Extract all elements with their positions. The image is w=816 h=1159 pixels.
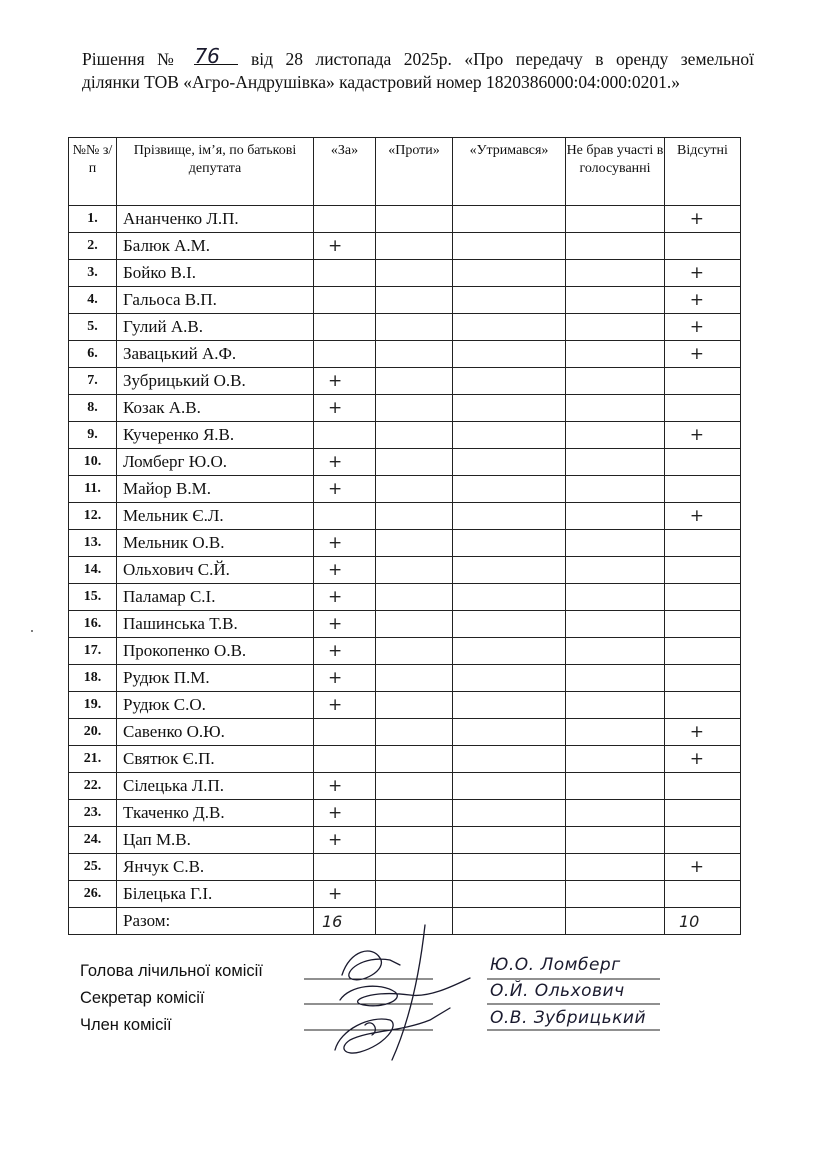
deputy-name: Ломберг Ю.О. [117, 449, 314, 476]
row-number: 24. [69, 827, 117, 854]
vote-absent-cell [665, 773, 741, 800]
vote-ne-brav-cell [566, 206, 665, 233]
vote-ne-brav-cell [566, 314, 665, 341]
vote-utrymavsia-cell [453, 827, 566, 854]
deputy-name: Мельник О.В. [117, 530, 314, 557]
table-row [69, 584, 741, 611]
signature-chair [342, 951, 400, 980]
row-number: 5. [69, 314, 117, 341]
table-row [69, 503, 741, 530]
table-row [69, 449, 741, 476]
vote-za-cell: + [314, 611, 376, 638]
vote-ne-brav-cell [566, 611, 665, 638]
deputy-name: Ананченко Л.П. [117, 206, 314, 233]
role-member: Член комісії [80, 1016, 172, 1034]
vote-proty-cell [376, 611, 453, 638]
total-za: 16 [314, 908, 376, 935]
row-number: 13. [69, 530, 117, 557]
deputy-name: Зубрицький О.В. [117, 368, 314, 395]
decision-title [82, 44, 754, 94]
vote-utrymavsia-cell [453, 314, 566, 341]
vote-proty-cell [376, 557, 453, 584]
vote-ne-brav-cell [566, 341, 665, 368]
vote-utrymavsia-cell [453, 530, 566, 557]
vote-za-cell: + [314, 233, 376, 260]
table-body [69, 206, 741, 908]
vote-absent-cell: + [665, 719, 741, 746]
table-row [69, 476, 741, 503]
deputy-name: Балюк А.М. [117, 233, 314, 260]
vote-absent-cell [665, 692, 741, 719]
vote-utrymavsia-cell [453, 800, 566, 827]
vote-ne-brav-cell [566, 584, 665, 611]
decision-number: 76 [194, 48, 238, 65]
header-za: «За» [314, 138, 376, 206]
deputy-name: Сілецька Л.П. [117, 773, 314, 800]
vote-absent-cell [665, 800, 741, 827]
vote-proty-cell [376, 827, 453, 854]
row-number: 1. [69, 206, 117, 233]
decision-title-line1 [82, 44, 754, 71]
vote-absent-cell [665, 395, 741, 422]
vote-utrymavsia-cell [453, 584, 566, 611]
vote-ne-brav-cell [566, 260, 665, 287]
vote-utrymavsia-cell [453, 746, 566, 773]
vote-za-cell: + [314, 530, 376, 557]
vote-za-cell [314, 260, 376, 287]
vote-ne-brav-cell [566, 854, 665, 881]
deputy-name: Кучеренко Я.В. [117, 422, 314, 449]
vote-za-cell: + [314, 881, 376, 908]
vote-utrymavsia-cell [453, 854, 566, 881]
table-row [69, 314, 741, 341]
signer-name-chair: Ю.О. Ломберг [490, 955, 621, 975]
vote-absent-cell [665, 665, 741, 692]
vote-absent-cell: + [665, 314, 741, 341]
row-number: 10. [69, 449, 117, 476]
vote-absent-cell [665, 233, 741, 260]
vote-ne-brav-cell [566, 719, 665, 746]
deputy-name: Савенко О.Ю. [117, 719, 314, 746]
vote-ne-brav-cell [566, 800, 665, 827]
vote-absent-cell: + [665, 503, 741, 530]
vote-utrymavsia-cell [453, 368, 566, 395]
table-row [69, 341, 741, 368]
vote-absent-cell: + [665, 746, 741, 773]
vote-absent-cell [665, 611, 741, 638]
row-number: 19. [69, 692, 117, 719]
deputy-name: Рудюк П.М. [117, 665, 314, 692]
table-row [69, 206, 741, 233]
row-number: 26. [69, 881, 117, 908]
vote-za-cell: + [314, 773, 376, 800]
deputy-name: Пашинська Т.В. [117, 611, 314, 638]
row-number: 8. [69, 395, 117, 422]
deputy-name: Ткаченко Д.В. [117, 800, 314, 827]
deputy-name: Білецька Г.І. [117, 881, 314, 908]
row-number: 21. [69, 746, 117, 773]
vote-proty-cell [376, 881, 453, 908]
row-number: 25. [69, 854, 117, 881]
stray-mark [31, 630, 33, 632]
vote-za-cell [314, 314, 376, 341]
vote-proty-cell [376, 368, 453, 395]
header-num: №№ з/п [69, 138, 117, 206]
total-label: Разом: [117, 908, 314, 935]
total-utrymavsia [453, 908, 566, 935]
deputy-name: Ольхович С.Й. [117, 557, 314, 584]
vote-proty-cell [376, 584, 453, 611]
vote-za-cell: + [314, 449, 376, 476]
vote-utrymavsia-cell [453, 476, 566, 503]
vote-absent-cell [665, 638, 741, 665]
vote-utrymavsia-cell [453, 260, 566, 287]
deputy-name: Гальоса В.П. [117, 287, 314, 314]
vote-proty-cell [376, 314, 453, 341]
row-number: 14. [69, 557, 117, 584]
row-number: 16. [69, 611, 117, 638]
vote-proty-cell [376, 854, 453, 881]
table-row [69, 287, 741, 314]
vote-proty-cell [376, 449, 453, 476]
deputy-name: Завацький А.Ф. [117, 341, 314, 368]
vote-za-cell: + [314, 665, 376, 692]
vote-proty-cell [376, 665, 453, 692]
vote-utrymavsia-cell [453, 611, 566, 638]
vote-utrymavsia-cell [453, 395, 566, 422]
signature-member [335, 1008, 450, 1053]
signature-secretary [340, 978, 470, 1006]
table-row [69, 746, 741, 773]
decision-title-middle: від 28 листопада 2025р. «Про передачу в оренду земельної [250, 49, 754, 69]
table-row [69, 233, 741, 260]
vote-za-cell: + [314, 800, 376, 827]
table-header-row [69, 138, 741, 206]
vote-proty-cell [376, 260, 453, 287]
table-row [69, 422, 741, 449]
vote-proty-cell [376, 692, 453, 719]
vote-proty-cell [376, 395, 453, 422]
vote-proty-cell [376, 746, 453, 773]
vote-proty-cell [376, 233, 453, 260]
vote-utrymavsia-cell [453, 503, 566, 530]
signature-member-flourish [365, 1023, 375, 1035]
vote-absent-cell [665, 449, 741, 476]
table-row [69, 854, 741, 881]
deputy-name: Паламар С.І. [117, 584, 314, 611]
header-vidsutni: Відсутні [665, 138, 741, 206]
vote-za-cell [314, 287, 376, 314]
total-ne-brav [566, 908, 665, 935]
deputy-name: Святюк Є.П. [117, 746, 314, 773]
table-row [69, 395, 741, 422]
row-number: 6. [69, 341, 117, 368]
vote-utrymavsia-cell [453, 341, 566, 368]
table-row [69, 800, 741, 827]
vote-ne-brav-cell [566, 665, 665, 692]
vote-proty-cell [376, 638, 453, 665]
vote-utrymavsia-cell [453, 773, 566, 800]
vote-absent-cell [665, 881, 741, 908]
vote-absent-cell [665, 827, 741, 854]
vote-za-cell: + [314, 557, 376, 584]
role-chair: Голова лічильної комісії [80, 962, 263, 980]
row-number: 4. [69, 287, 117, 314]
decision-title-line2: ділянки ТОВ «Агро-Андрушівка» кадастровий номер 1820386000:04:000:0201.» [82, 72, 680, 92]
row-number: 15. [69, 584, 117, 611]
vote-utrymavsia-cell [453, 557, 566, 584]
signature-roles [80, 958, 263, 1039]
table-row [69, 557, 741, 584]
row-number: 20. [69, 719, 117, 746]
table-row [69, 530, 741, 557]
vote-proty-cell [376, 503, 453, 530]
row-number: 17. [69, 638, 117, 665]
table-row [69, 692, 741, 719]
vote-za-cell: + [314, 476, 376, 503]
vote-ne-brav-cell [566, 287, 665, 314]
row-number: 2. [69, 233, 117, 260]
signer-name-member: О.В. Зубрицький [490, 1008, 646, 1028]
vote-proty-cell [376, 530, 453, 557]
total-proty [376, 908, 453, 935]
vote-ne-brav-cell [566, 557, 665, 584]
vote-za-cell: + [314, 692, 376, 719]
row-number: 3. [69, 260, 117, 287]
vote-proty-cell [376, 800, 453, 827]
vote-absent-cell: + [665, 854, 741, 881]
vote-utrymavsia-cell [453, 206, 566, 233]
table-row [69, 881, 741, 908]
vote-ne-brav-cell [566, 476, 665, 503]
header-ne-brav: Не брав участі в голосуванні [566, 138, 665, 206]
deputy-name: Рудюк С.О. [117, 692, 314, 719]
vote-ne-brav-cell [566, 368, 665, 395]
vote-ne-brav-cell [566, 233, 665, 260]
total-num-cell [69, 908, 117, 935]
vote-absent-cell: + [665, 206, 741, 233]
row-number: 12. [69, 503, 117, 530]
vote-ne-brav-cell [566, 503, 665, 530]
header-utrymavsia: «Утримався» [453, 138, 566, 206]
signer-name-secretary: О.Й. Ольхович [490, 981, 625, 1001]
vote-absent-cell: + [665, 422, 741, 449]
vote-proty-cell [376, 719, 453, 746]
vote-proty-cell [376, 287, 453, 314]
vote-absent-cell: + [665, 287, 741, 314]
total-row [69, 908, 741, 935]
row-number: 18. [69, 665, 117, 692]
vote-utrymavsia-cell [453, 287, 566, 314]
vote-ne-brav-cell [566, 881, 665, 908]
vote-proty-cell [376, 341, 453, 368]
vote-za-cell [314, 854, 376, 881]
vote-za-cell: + [314, 368, 376, 395]
table-row [69, 368, 741, 395]
table-row [69, 260, 741, 287]
total-absent: 10 [665, 908, 741, 935]
deputy-name: Прокопенко О.В. [117, 638, 314, 665]
vote-absent-cell [665, 530, 741, 557]
header-name: Прізвище, ім’я, по батькові депутата [117, 138, 314, 206]
vote-absent-cell [665, 368, 741, 395]
table-row [69, 719, 741, 746]
vote-proty-cell [376, 422, 453, 449]
deputy-name: Гулий А.В. [117, 314, 314, 341]
table-row [69, 827, 741, 854]
deputy-name: Янчук С.В. [117, 854, 314, 881]
vote-absent-cell [665, 584, 741, 611]
vote-za-cell: + [314, 827, 376, 854]
vote-utrymavsia-cell [453, 449, 566, 476]
deputy-name: Козак А.В. [117, 395, 314, 422]
decision-prefix: Рішення № [82, 49, 182, 69]
vote-utrymavsia-cell [453, 665, 566, 692]
deputy-name: Мельник Є.Л. [117, 503, 314, 530]
vote-utrymavsia-cell [453, 692, 566, 719]
table-row [69, 773, 741, 800]
row-number: 7. [69, 368, 117, 395]
table-row [69, 638, 741, 665]
vote-ne-brav-cell [566, 827, 665, 854]
deputy-name: Бойко В.І. [117, 260, 314, 287]
deputy-name: Цап М.В. [117, 827, 314, 854]
table-row [69, 665, 741, 692]
vote-absent-cell: + [665, 341, 741, 368]
row-number: 9. [69, 422, 117, 449]
vote-za-cell: + [314, 395, 376, 422]
handwritten-signatures [335, 925, 470, 1060]
vote-utrymavsia-cell [453, 233, 566, 260]
row-number: 22. [69, 773, 117, 800]
vote-ne-brav-cell [566, 746, 665, 773]
vote-ne-brav-cell [566, 422, 665, 449]
vote-ne-brav-cell [566, 530, 665, 557]
row-number: 11. [69, 476, 117, 503]
header-proty: «Проти» [376, 138, 453, 206]
vote-utrymavsia-cell [453, 719, 566, 746]
vote-za-cell [314, 503, 376, 530]
vote-za-cell [314, 719, 376, 746]
vote-za-cell [314, 746, 376, 773]
vote-ne-brav-cell [566, 692, 665, 719]
deputy-name: Майор В.М. [117, 476, 314, 503]
vote-utrymavsia-cell [453, 638, 566, 665]
vote-za-cell: + [314, 584, 376, 611]
vote-proty-cell [376, 206, 453, 233]
signature-stroke-long [392, 925, 425, 1060]
vote-utrymavsia-cell [453, 422, 566, 449]
vote-proty-cell [376, 476, 453, 503]
vote-za-cell: + [314, 638, 376, 665]
row-number: 23. [69, 800, 117, 827]
role-secretary: Секретар комісії [80, 989, 205, 1007]
vote-za-cell [314, 422, 376, 449]
vote-za-cell [314, 206, 376, 233]
vote-absent-cell [665, 476, 741, 503]
vote-utrymavsia-cell [453, 881, 566, 908]
vote-absent-cell [665, 557, 741, 584]
table-row [69, 611, 741, 638]
vote-proty-cell [376, 773, 453, 800]
vote-za-cell [314, 341, 376, 368]
vote-absent-cell: + [665, 260, 741, 287]
vote-ne-brav-cell [566, 395, 665, 422]
voting-table [68, 137, 741, 935]
vote-ne-brav-cell [566, 638, 665, 665]
vote-ne-brav-cell [566, 449, 665, 476]
vote-ne-brav-cell [566, 773, 665, 800]
